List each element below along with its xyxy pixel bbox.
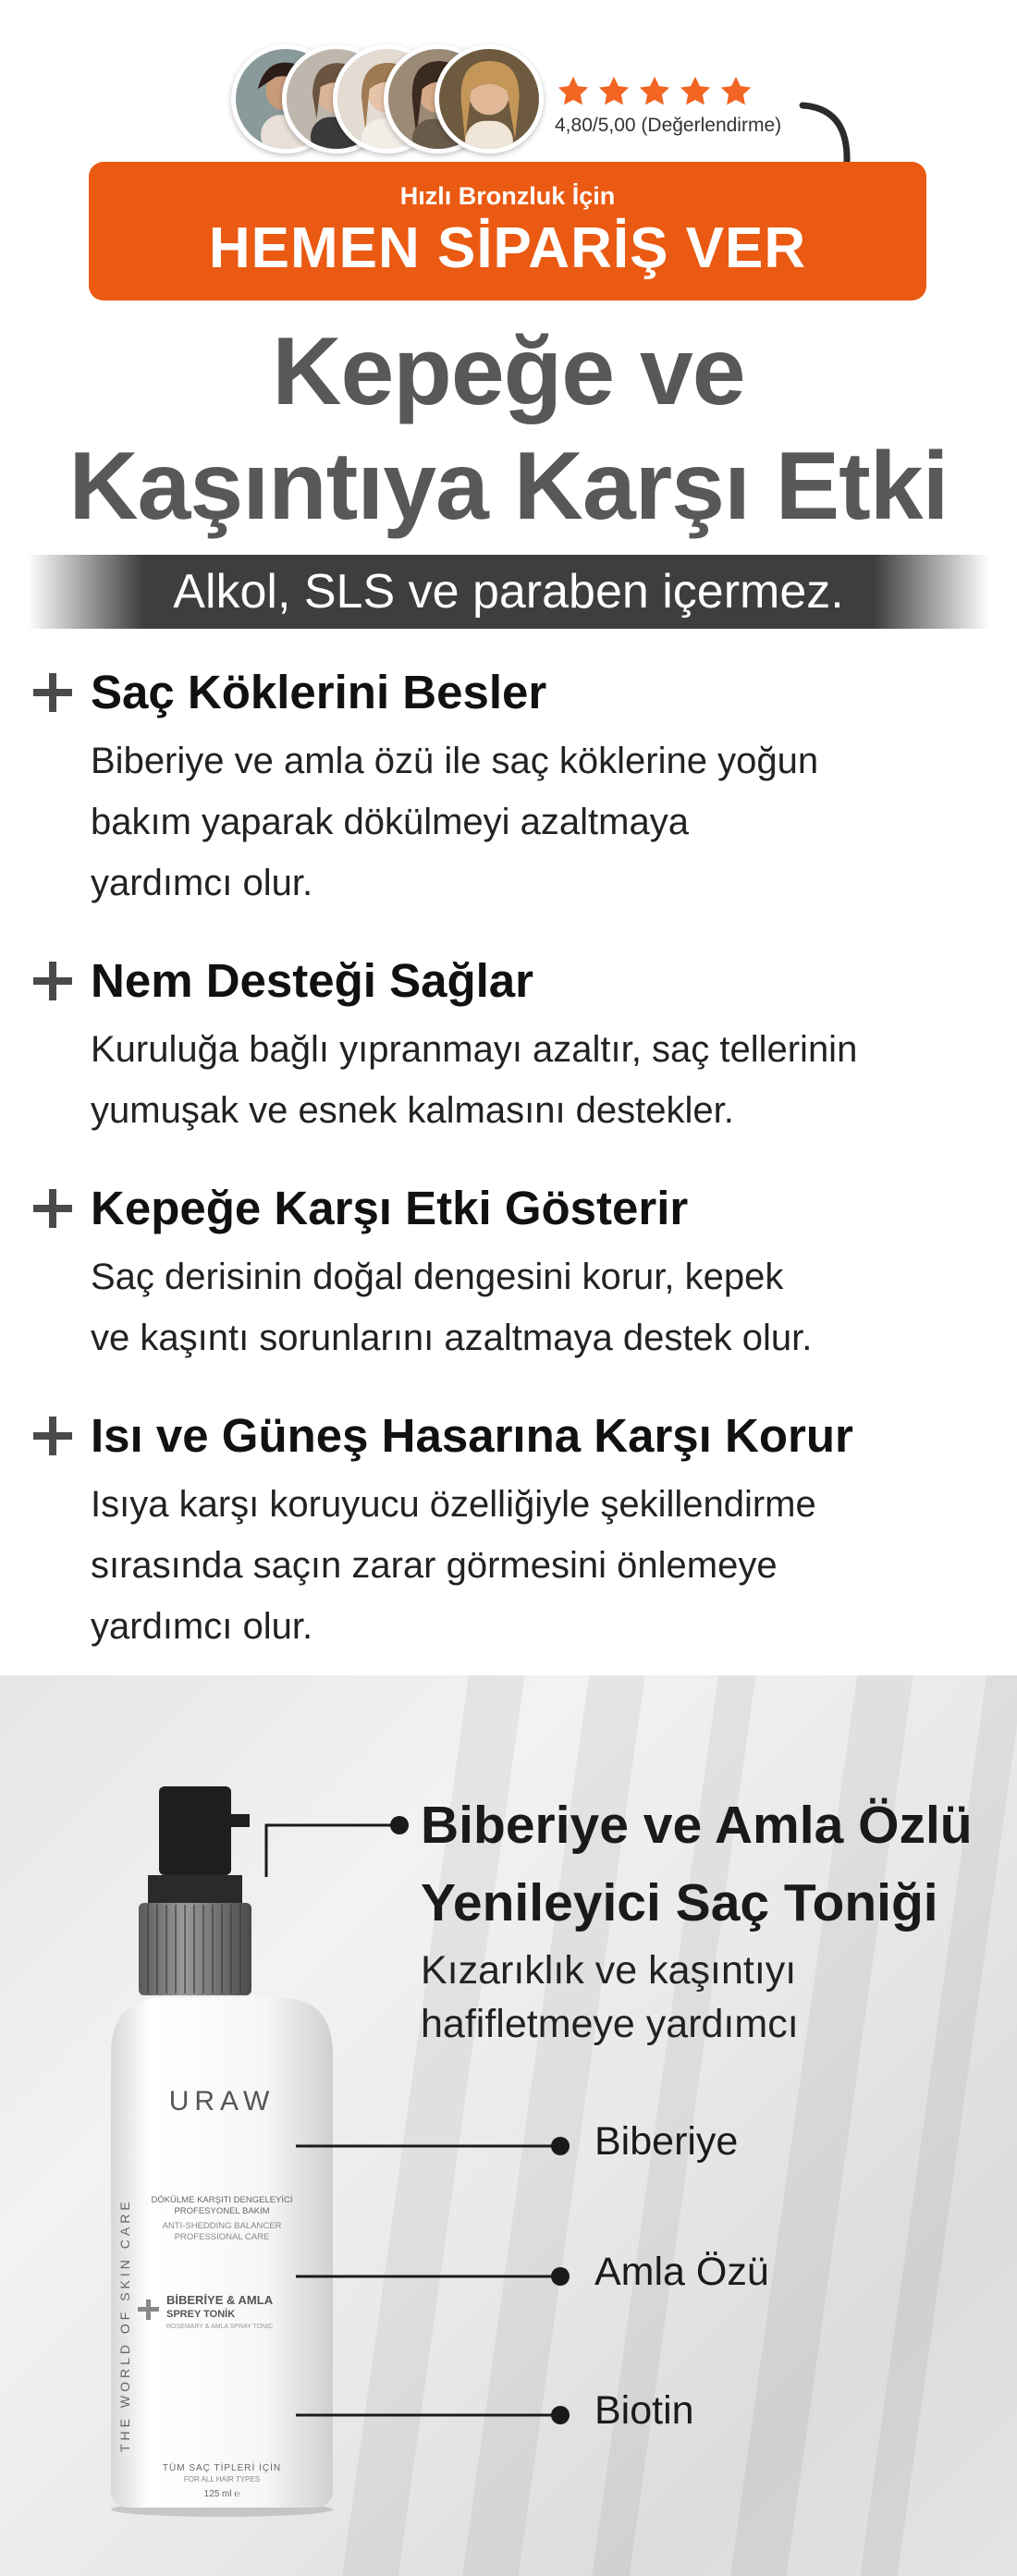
product-title-line: Yenileyici Saç Toniği (421, 1873, 938, 1932)
description-line: yardımcı olur. (91, 1606, 313, 1647)
bottle-product-name: BİBERİYE & AMLA (166, 2293, 274, 2307)
rating-value: 4,80/5,00 (Değerlendirme) (555, 115, 782, 136)
product-title-line: Biberiye ve Amla Özlü (421, 1796, 973, 1855)
headline-line: Kaşıntıya Karşı Etki (68, 433, 949, 540)
order-now-button[interactable] (89, 162, 926, 301)
ingredient-label: Biotin (594, 2388, 694, 2433)
product-section (0, 1675, 1017, 2576)
avatar (435, 44, 544, 153)
star-icon (595, 74, 632, 109)
description-line: yumuşak ve esnek kalmasını destekler. (91, 1090, 734, 1131)
bottle-label-line: DÖKÜLME KARŞITI DENGELEYİCİ (151, 2195, 293, 2205)
product-title (421, 1786, 973, 1942)
ingredient-label: Biberiye (594, 2119, 739, 2164)
bottle-brand: URAW (168, 2086, 276, 2116)
description-line: Saç derisinin doğal dengesini korur, kepek (91, 1257, 784, 1297)
plus-icon (31, 1187, 74, 1230)
product-bottle (111, 1786, 333, 2517)
free-from-banner: Alkol, SLS ve paraben içermez. (28, 555, 989, 629)
bottle-label-line: ANTI-SHEDDING BALANCER (162, 2221, 282, 2231)
star-icon (555, 74, 592, 109)
product-description-line: Kızarıklık ve kaşıntıyı (421, 1948, 797, 1993)
bottle-label-line: PROFESSIONAL CARE (174, 2232, 270, 2242)
page-headline (0, 314, 1017, 544)
feature-title: Nem Desteği Sağlar (91, 954, 534, 1007)
bottle-product-name: SPREY TONİK (166, 2309, 236, 2320)
feature-description (91, 1019, 993, 1141)
feature-list (31, 662, 993, 1694)
feature-item (31, 662, 993, 914)
feature-description (91, 730, 993, 914)
feature-description (91, 1474, 993, 1657)
plus-icon (31, 960, 74, 1002)
description-line: Kuruluğa bağlı yıpranmayı azaltır, saç tellerinin (91, 1029, 858, 1070)
description-line: Isıya karşı koruyucu özelliğiyle şekillendirme (91, 1484, 816, 1525)
feature-title: Kepeğe Karşı Etki Gösterir (91, 1182, 689, 1234)
description-line: ve kaşıntı sorunlarını azaltmaya destek olur. (91, 1318, 813, 1358)
product-description (421, 1944, 799, 2051)
feature-title: Saç Köklerini Besler (91, 666, 547, 718)
feature-item (31, 1178, 993, 1368)
feature-title: Isı ve Güneş Hasarına Karşı Korur (91, 1409, 853, 1462)
rating-block (555, 74, 781, 137)
feature-item (31, 951, 993, 1141)
bottle-bottom-text: FOR ALL HAIR TYPES (183, 2475, 261, 2484)
bottle-volume: 125 ml ℮ (203, 2489, 240, 2499)
star-icon (636, 74, 673, 109)
cta-subtitle: Hızlı Bronzluk İçin (399, 182, 616, 210)
star-icon (677, 74, 714, 109)
description-line: yardımcı olur. (91, 863, 313, 903)
ingredient-label: Amla Özü (594, 2250, 769, 2294)
description-line: bakım yaparak dökülmeyi azaltmaya (91, 802, 689, 842)
feature-description (91, 1246, 993, 1368)
bottle-side-text: THE WORLD OF SKIN CARE (117, 2198, 132, 2452)
cta-label: HEMEN SİPARİŞ VER (208, 216, 807, 280)
headline-line: Kepeğe ve (272, 318, 745, 425)
bottle-label-line: PROFESYONEL BAKIM (174, 2206, 270, 2216)
bottle-bottom-text: TÜM SAÇ TİPLERİ İÇİN (162, 2463, 282, 2473)
plus-icon (31, 1415, 74, 1457)
description-line: Biberiye ve amla özü ile saç köklerine yoğun (91, 741, 819, 781)
bottle-product-name: ROSEMARY & AMLA SPRAY TONIC (166, 2324, 274, 2330)
product-description-line: hafifletmeye yardımcı (421, 2002, 799, 2046)
description-line: sırasında saçın zarar görmesini önlemeye (91, 1545, 778, 1586)
star-rating (555, 74, 781, 109)
customer-avatars (231, 44, 545, 153)
feature-item (31, 1405, 993, 1657)
plus-icon (31, 671, 74, 714)
star-icon (717, 74, 754, 109)
